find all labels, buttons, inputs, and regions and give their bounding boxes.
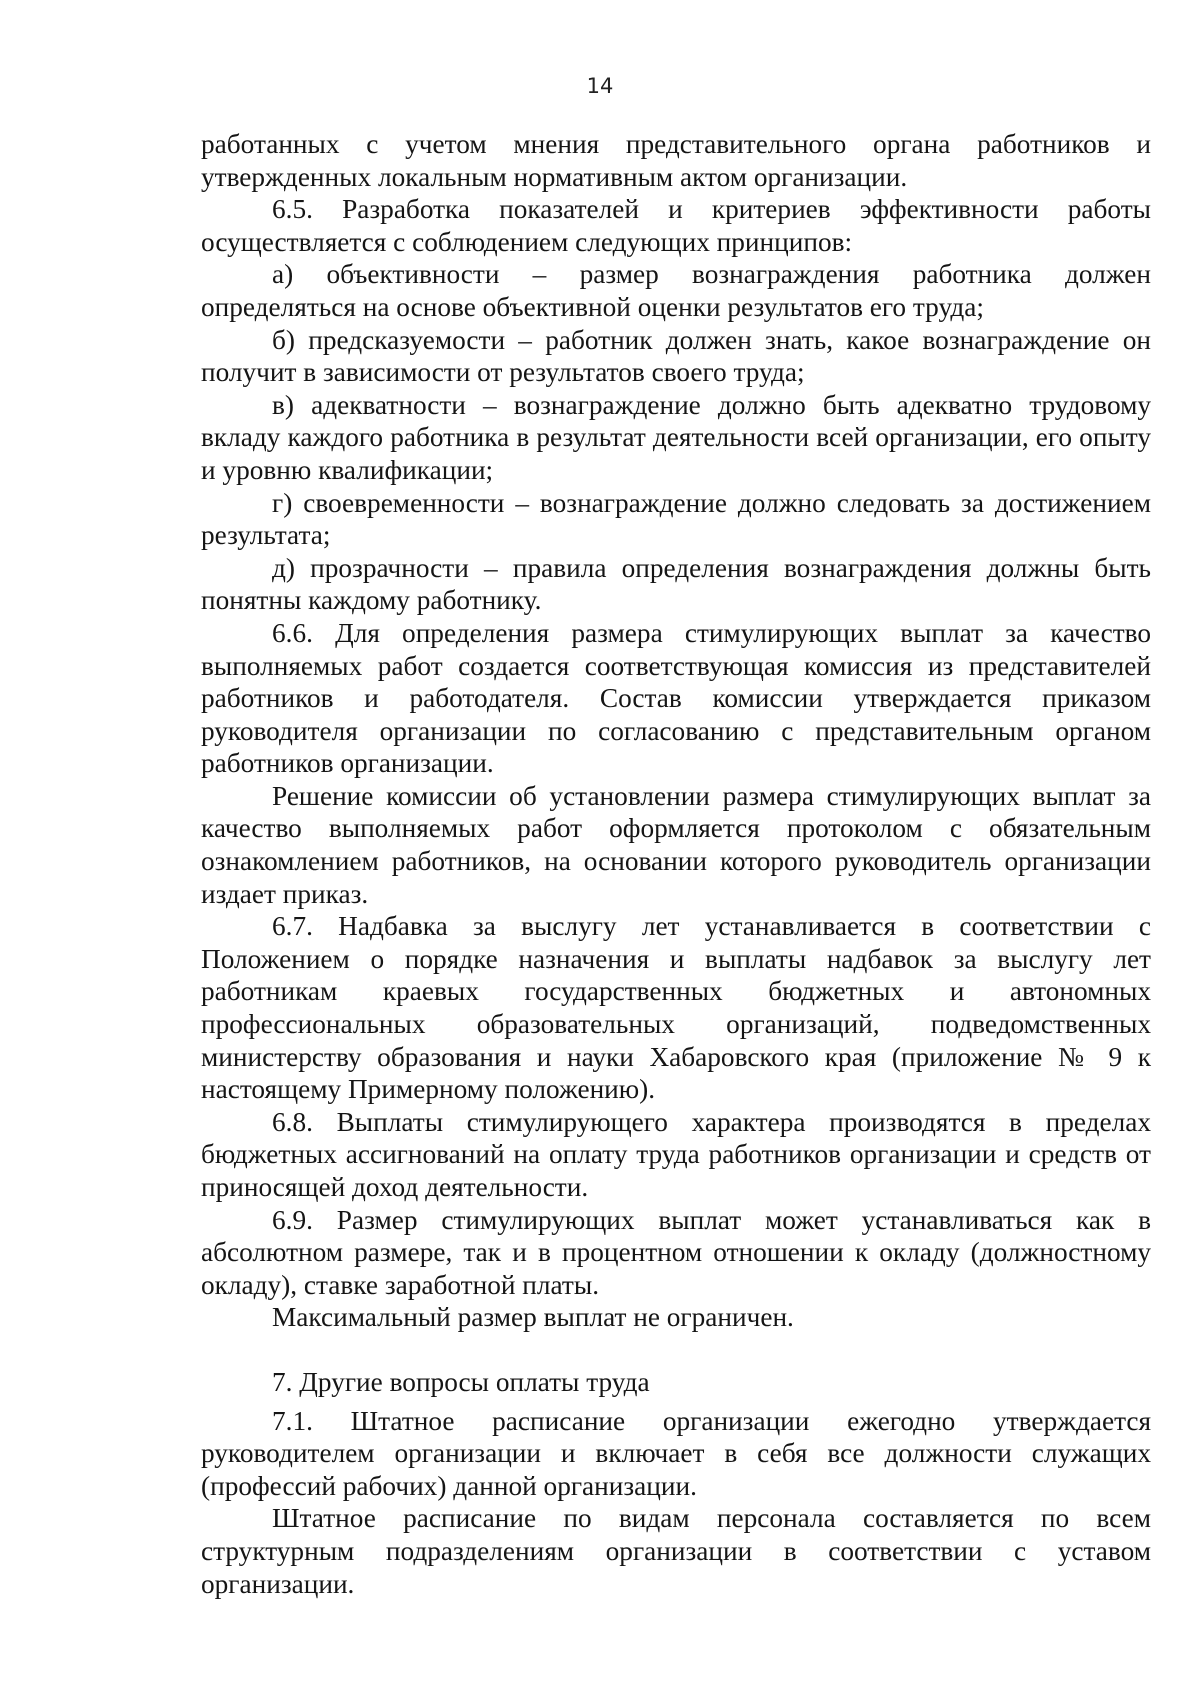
paragraph-max-payment: Максимальный размер выплат не ограничен. (272, 1302, 794, 1333)
paragraph-6-9: 6.9. Размер стимулирующих выплат может устанавливаться как в абсолютном размере, так и в процентном отношении к окладу (должностному окладу), ставке заработной платы. (201, 1204, 1151, 1300)
paragraph-7-1: 7.1. Штатное расписание организации ежегодно утверждается руководителем организации и включает в себя все должности служащих (профессий рабочих) данной организации. (201, 1405, 1151, 1501)
paragraph-6-7: 6.7. Надбавка за выслугу лет устанавливается в соответствии с Положением о порядке назначения и выплаты надбавок за выслугу лет работникам краевых государственных бюджетных и автономных профессиональных образовательных организаций, подведомственных министерству образования и науки Хабаровского края (приложение № 9 к настоящему Примерному положению). (201, 911, 1151, 1105)
paragraph-principle-b: б) предсказуемости – работник должен знать, какое вознаграждение он получит в зависимости от результатов своего труда; (201, 324, 1151, 388)
section-heading-7: 7. Другие вопросы оплаты труда (272, 1366, 650, 1397)
paragraph-6-5: 6.5. Разработка показателей и критериев эффективности работы осуществляется с соблюдением следующих принципов: (201, 194, 1151, 257)
page-number: 14 (586, 74, 614, 98)
document-body (201, 128, 1151, 1600)
paragraph-commission-decision: Решение комиссии об установлении размера стимулирующих выплат за качество выполняемых работ оформляется протоколом с обязательным ознакомлением работников, на основании которого руководитель организации издает приказ. (201, 780, 1151, 909)
paragraph-continuation: работанных с учетом мнения представительного органа работников и утвержденных локальным нормативным актом организации. (201, 129, 1151, 192)
paragraph-6-8: 6.8. Выплаты стимулирующего характера производятся в пределах бюджетных ассигнований на оплату труда работников организации и средств от приносящей доход деятельности. (201, 1106, 1151, 1202)
paragraph-principle-a: а) объективности – размер вознаграждения работника должен определяться на основе объективной оценки результатов его труда; (201, 259, 1151, 322)
paragraph-staff-schedule: Штатное расписание по видам персонала составляется по всем структурным подразделениям организации в соответствии с уставом организации. (201, 1503, 1151, 1599)
paragraph-principle-v: в) адекватности – вознаграждение должно быть адекватно трудовому вкладу каждого работника в результат деятельности всей организации, его опыту и уровню квалификации; (201, 389, 1151, 485)
paragraph-principle-g: г) своевременности – вознаграждение должно следовать за достижением результата; (201, 487, 1151, 551)
paragraph-principle-d: д) прозрачности – правила определения вознаграждения должны быть понятны каждому работнику. (201, 552, 1151, 616)
paragraph-6-6: 6.6. Для определения размера стимулирующих выплат за качество выполняемых работ создается соответствующая комиссия из представителей работников и работодателя. Состав комиссии утверждается приказом руководителя организации по согласованию с представительным органом работников организации. (201, 617, 1151, 779)
